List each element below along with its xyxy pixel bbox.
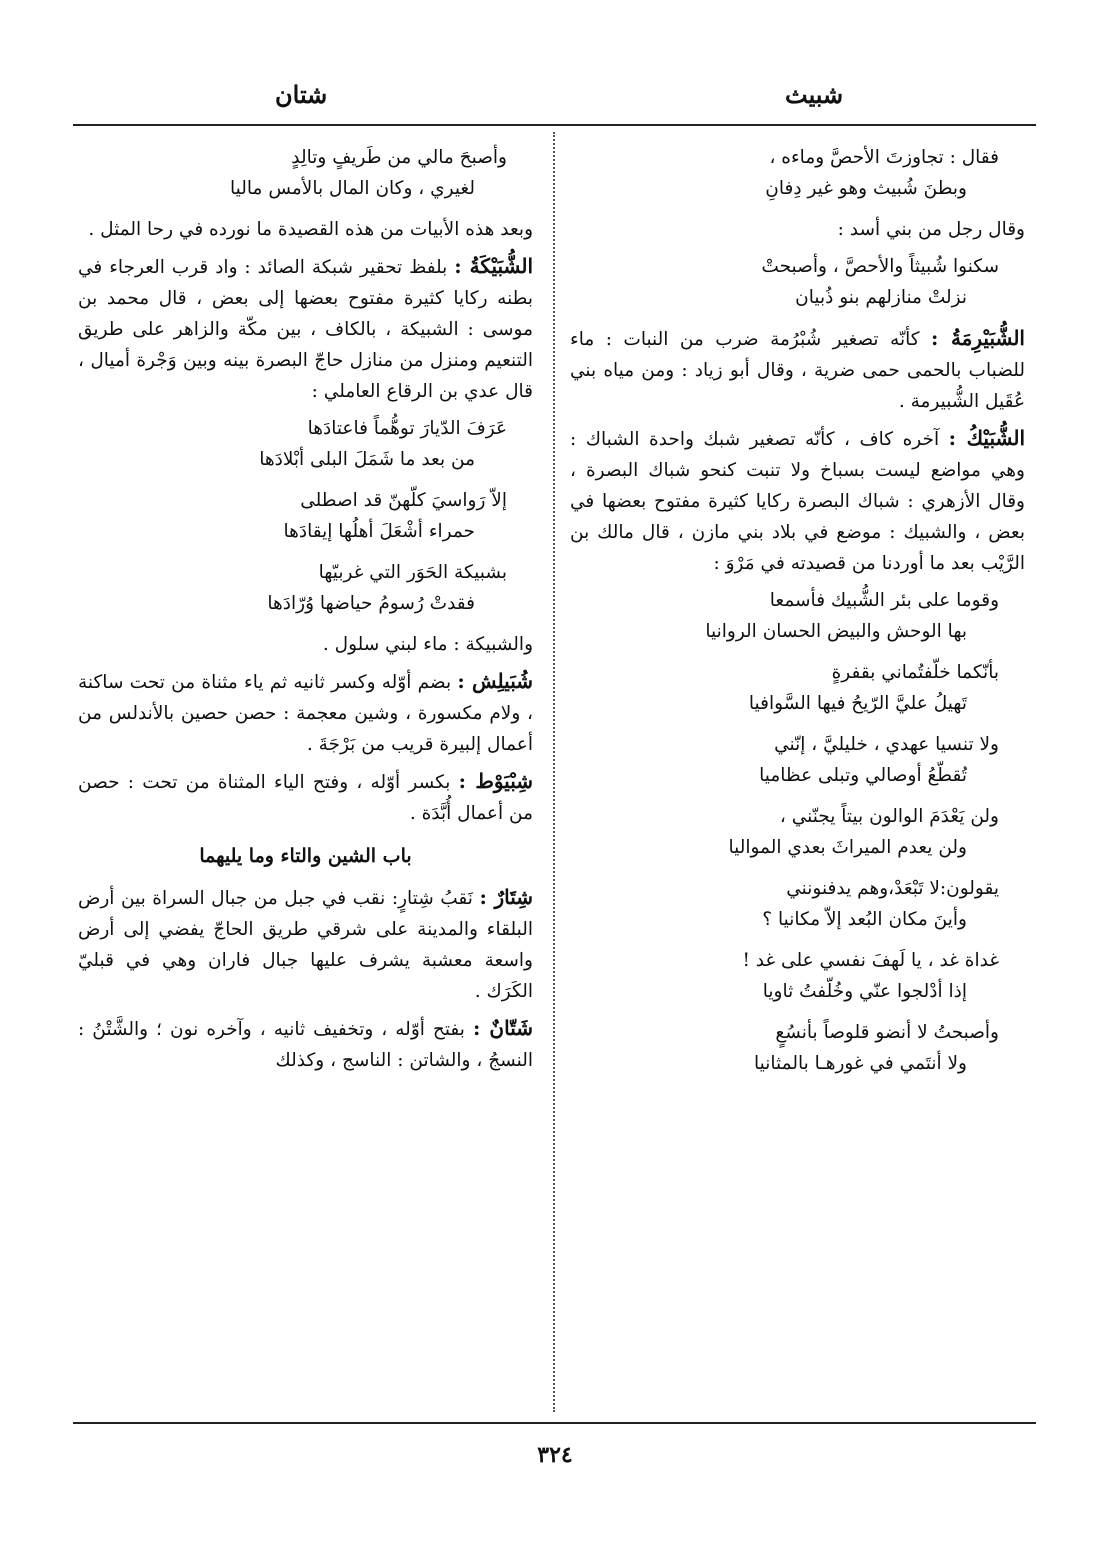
paragraph: والشبيكة : ماء لبني سلول . <box>322 634 533 655</box>
entry-text: نَقبُ شِتارٍ: نقب في جبل من جبال السراة بين أرض البلقاء والمدينة على شرقي طريق الحاجّ يفضي إلى أرض واسعة معشبة يشرف عليها جبال فاران وهي في قبليّ الكَرَك . <box>78 888 533 1002</box>
verse-line: ولا تنسيا عهدي ، خليليَّ ، إنّني <box>774 734 999 755</box>
verse <box>78 557 533 619</box>
verse-line: وأينَ مكان البُعد إلاّ مكانيا ؟ <box>762 909 967 930</box>
verse <box>570 873 1025 935</box>
entry-headword: الشُّبَيْكَةُ : <box>454 254 533 278</box>
entry-headword: الشُّبَيْرِمَةُ : <box>931 326 1025 350</box>
verse <box>570 657 1025 719</box>
verse-line: إلاّ رَواسيَ كلّهنّ قد اصطلى <box>300 490 507 511</box>
footer-rule <box>73 1422 1036 1424</box>
verse-line: وأصبحتُ لا أنضو قلوصاً بأنسُعٍ <box>775 1022 999 1043</box>
entry-headword: شُبَيلِش : <box>457 669 533 693</box>
entry <box>570 423 1025 579</box>
entry-text: كأنّه تصغير شُبْرُمة ضرب من النبات : ماء للضباب بالحمى حمى ضرية ، وقال أبو زياد : ومن مياه بني عُقَيل الشُّبيرمة . <box>570 329 1025 412</box>
verse <box>570 945 1025 1007</box>
entry-text: آخره كاف ، كأنّه تصغير شبك واحدة الشباك : وهي مواضع ليست بسباخ ولا تنبت كنحو شباك البصرة ، وقال الأزهري : شباك البصرة ركايا كثيرة مفتوح بعضها في بعض ، والشبيك : موضع في بلاد بني مازن ، قال مالك بن الرَّيْب بعد ما أوردنا من قصيدته في مَرْوَ : <box>570 429 1025 574</box>
verse <box>78 142 533 204</box>
left-column <box>78 138 533 1413</box>
verse-line: وقوما على بئر الشُّبيك فأسمعا <box>769 590 999 611</box>
entry-headword: الشُّبَيْكُ : <box>948 426 1025 450</box>
entry-text: بلفظ تحقير شبكة الصائد : واد قرب العرجاء في بطنه ركايا كثيرة مفتوح بعضها إلى بعض ، قال محمد بن موسى : الشبيكة ، بالكاف ، بين مكّة والزاهر على طريق التنعيم ومنزل من منازل حاجّ البصرة بينه وبين وَجْرة أميال ، قال عدي بن الرقاع العاملي : <box>78 257 533 402</box>
verse <box>570 801 1025 863</box>
running-header-left: شتان <box>275 80 328 109</box>
entry <box>78 882 533 1007</box>
verse <box>570 585 1025 647</box>
verse-line: بها الوحش والبيض الحسان الروانيا <box>705 621 967 642</box>
paragraph: وقال رجل من بني أسد : <box>837 219 1025 240</box>
verse-line: عَرَفَ الدّيارَ توهُّماً فاعتادَها <box>307 418 507 439</box>
entry <box>570 323 1025 417</box>
running-header-right: شبيث <box>785 80 844 109</box>
verse-line: تُقطّعُ أوصالي وتبلى عظاميا <box>759 765 967 786</box>
section-title: باب الشين والتاء وما يليهما <box>199 845 412 867</box>
column-divider <box>553 132 555 1412</box>
verse-line: تَهيلُ عليَّ الرّيحُ فيها السَّوافيا <box>748 693 967 714</box>
verse-line: وأصبحَ مالي من طَريفٍ وتالِدٍ <box>291 147 507 168</box>
verse-line: حمراء أشْعَلَ أهلُها إيقادَها <box>283 521 475 542</box>
paragraph: وبعد هذه الأبيات من هذه القصيدة ما نورده في رحا المثل . <box>88 219 533 240</box>
verse-line: يقولون:لا تَبْعَدْ،وهم يدفنونني <box>786 878 999 899</box>
verse <box>570 251 1025 313</box>
verse-line: بأنّكما خلّفتُماني بقفرةٍ <box>831 662 999 683</box>
entry-headword: شِتَارٌ : <box>479 885 533 909</box>
entry <box>78 766 533 829</box>
page-number: ٣٢٤ <box>537 1442 573 1468</box>
verse-line: وبطنَ شُبيث وهو غير دِفانِ <box>765 178 967 199</box>
verse-line: ولن يعدم الميراثَ بعدي المواليا <box>728 837 967 858</box>
entry-headword: شَتّانٌ : <box>472 1016 533 1040</box>
entry-headword: شِبْيَوْط : <box>458 769 533 793</box>
verse-line: فقدتْ رُسومُ حياضها وُرّادَها <box>267 593 475 614</box>
entry-text: بضم أوّله وكسر ثانيه ثم ياء مثناة من تحت ساكنة ، ولام مكسورة ، وشين معجمة : حصن حصين بالأندلس من أعمال إلبيرة قريب من بَرْجَةَ . <box>78 672 533 755</box>
header-rule <box>73 124 1036 126</box>
verse-line: سكنوا شُبيثاً والأحصَّ ، وأصبحتْ <box>761 256 999 277</box>
verse <box>570 1017 1025 1079</box>
entry <box>78 1013 533 1076</box>
verse-line: نزلتْ منازلهم بنو ذُبيان <box>795 287 967 308</box>
entry-text: بفتح أوّله ، وتخفيف ثانيه ، وآخره نون ؛ والشَّتْنُ : النسجُ ، والشاتن : الناسج ، وكذلك <box>78 1019 533 1071</box>
verse-line: ولن يَعْدَمَ الوالون بيتاً يجنّني ، <box>779 806 999 827</box>
verse <box>570 142 1025 204</box>
right-column <box>570 138 1025 1413</box>
verse-line: بشبيكة الحَوَر التي غربيّها <box>318 562 507 583</box>
verse-line: لغيري ، وكان المال بالأمس ماليا <box>230 178 475 199</box>
verse-line: فقال : تجاوزتَ الأحصَّ وماءه ، <box>769 147 999 168</box>
entry <box>78 666 533 760</box>
verse-line: غداة غد ، يا لَهفَ نفسي على غد ! <box>742 950 999 971</box>
verse <box>78 413 533 475</box>
verse-line: من بعد ما شَمَلَ البلى أبْلادَها <box>259 449 475 470</box>
verse-line: ولا أنتَمي في غورهـا بالمثانيا <box>754 1053 967 1074</box>
entry-text: بكسر أوّله ، وفتح الياء المثناة من تحت : حصن من أعمال أُبَّدَة . <box>78 772 533 824</box>
verse <box>570 729 1025 791</box>
entry <box>78 251 533 407</box>
verse <box>78 485 533 547</box>
verse-line: إذا أدْلجوا عنّي وخُلّفتُ ثاويا <box>762 981 967 1002</box>
